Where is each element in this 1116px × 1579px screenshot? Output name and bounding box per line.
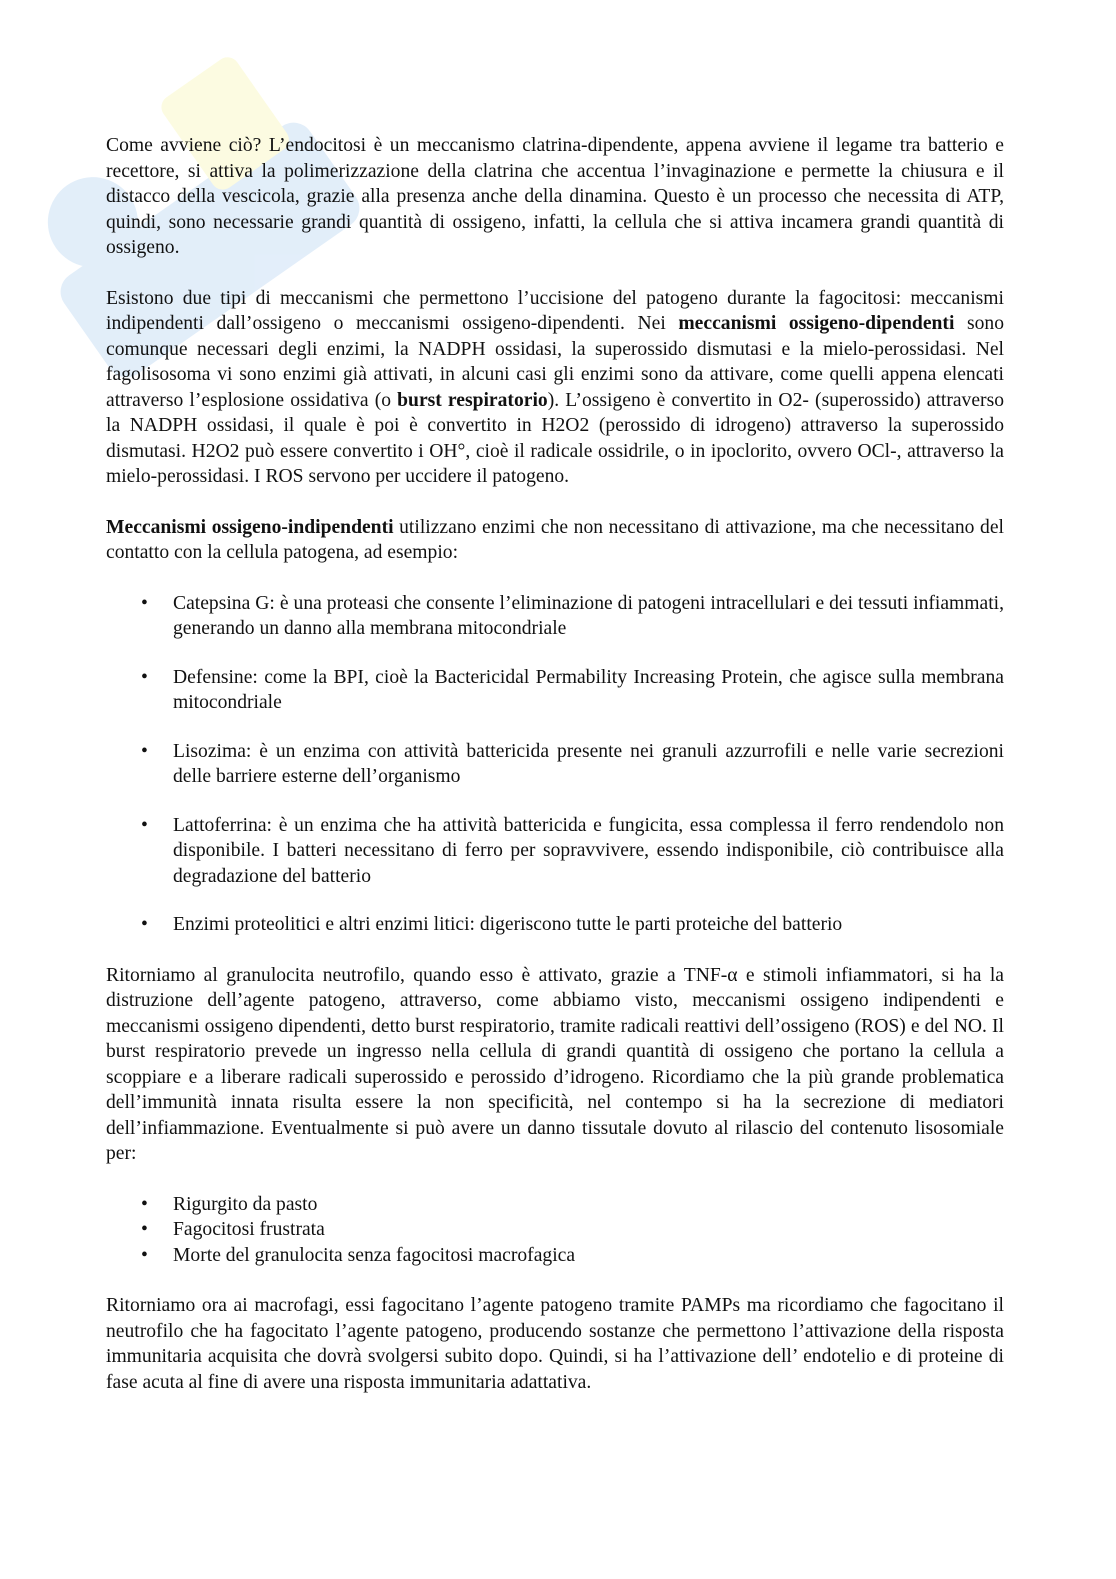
document-page [106, 133, 1004, 1395]
bullet-icon: • [141, 814, 148, 836]
bullet-icon: • [141, 1244, 148, 1266]
bullet-icon: • [141, 666, 148, 688]
list-item: • Rigurgito da pasto [106, 1192, 1004, 1218]
list-danno-tissutale [106, 1192, 1004, 1269]
bullet-icon: • [141, 1219, 148, 1240]
bold-meccanismi-ossigeno-indipendenti: Meccanismi ossigeno-indipendenti [106, 516, 394, 538]
paragraph-macrofagi: Ritorniamo ora ai macrofagi, essi fagocitano l’agente patogeno tramite PAMPs ma ricordiamo che fagocitano il neutrofilo che ha fagocitato l’agente patogeno, producendo sostanze che permettono l’attivazione della risposta immunitaria acquisita che dovrà svolgersi subito dopo. Quindi, si ha l’attivazione dell’ endotelio e di proteine di fase acuta al fine di avere una risposta immunitaria adattativa. [106, 1295, 1004, 1393]
bold-meccanismi-ossigeno-dipendenti: meccanismi ossigeno-dipendenti [678, 313, 955, 334]
bullet-icon: • [141, 914, 148, 935]
list-item: • Enzimi proteolitici e altri enzimi litici: digeriscono tutte le parti proteiche del batterio [106, 912, 1004, 938]
paragraph-endocitosi: Come avviene ciò? L’endocitosi è un meccanismo clatrina-dipendente, appena avviene il legame tra batterio e recettore, si attiva la polimerizzazione della clatrina che accentua l’invaginazione e permette la chiusura e il distacco della vescicola, grazie alla presenza anche della dinamina. Questo è un processo che necessita di ATP, quindi, sono necessarie grandi quantità di ossigeno, infatti, la cellula che si attiva incamera grandi quantità di ossigeno. [106, 135, 1004, 258]
bullet-icon: • [141, 1193, 148, 1215]
bullet-icon: • [141, 592, 148, 614]
list-item: • Defensine: come la BPI, cioè la Bactericidal Permability Increasing Protein, che agisce sulla membrana mitocondriale [141, 666, 1004, 713]
list-item: • Fagocitosi frustrata [106, 1217, 1004, 1243]
list-item: • Lisozima: è un enzima con attività battericida presente nei granuli azzurrofili e nelle varie secrezioni delle barriere esterne dell’organismo [141, 740, 1004, 787]
paragraph-meccanismi-indipendenti: Meccanismi ossigeno-indipendenti utilizzano enzimi che non necessitano di attivazione, ma che necessitano del contatto con la cellula patogena, ad esempio: [106, 516, 1004, 563]
list-enzimi [106, 591, 1004, 938]
bold-burst-respiratorio: burst respiratorio [397, 389, 548, 411]
list-item: • Catepsina G: è una proteasi che consente l’eliminazione di patogeni intracellulari e dei tessuti infiammati, generando un danno alla membrana mitocondriale [141, 592, 1004, 639]
paragraph-meccanismi-dipendenti: Esistono due tipi di meccanismi che permettono l’uccisione del patogeno durante la fagocitosi: meccanismi indipendenti dall’ossigeno o meccanismi ossigeno-dipendenti. Nei meccanismi ossigeno-dipendenti sono comunque necessari degli enzimi, la NADPH ossidasi, la superossido dismutasi e la mielo-perossidasi. Nel fagolisosoma vi sono enzimi già attivati, in alcuni casi gli enzimi sono da attivare, come quelli appena elencati attraverso l’esplosione ossidativa (o burst respiratorio). L’ossigeno è convertito in O2- (superossido) attraverso la NADPH ossidasi, il quale è poi è convertito in H2O2 (perossido di idrogeno) attraverso la superossido dismutasi. H2O2 può essere convertito i OH°, cioè il radicale ossidrile, o in ipoclorito, ovvero OCl-, attraverso la mielo-perossidasi. I ROS servono per uccidere il patogeno. [106, 287, 1004, 487]
paragraph-granulocita-neutrofilo: Ritorniamo al granulocita neutrofilo, quando esso è attivato, grazie a TNF-α e stimoli infiammatori, si ha la distruzione dell’agente patogeno, attraverso, come abbiamo visto, meccanismi ossigeno indipendenti e meccanismi ossigeno dipendenti, detto burst respiratorio, tramite radicali reattivi dell’ossigeno (ROS) e del NO. Il burst respiratorio prevede un ingresso nella cellula di grandi quantità di ossigeno che portano la cellula a scoppiare e a liberare radicali superossido e perossido d’idrogeno. Ricordiamo che la più grande problematica dell’immunità innata risulta essere la non specificità, nel contempo si ha la secrezione di mediatori dell’infiammazione. Eventualmente si può avere un danno tissutale dovuto al rilascio del contenuto lisosomiale per: [106, 964, 1004, 1164]
bullet-icon: • [141, 740, 148, 762]
list-item: • Morte del granulocita senza fagocitosi macrofagica [106, 1243, 1004, 1269]
list-item: • Lattoferrina: è un enzima che ha attività battericida e fungicita, essa complessa il ferro rendendolo non disponibile. I batteri necessitano di ferro per sopravvivere, essendo indisponibile, ciò contribuisce alla degradazione del batterio [141, 814, 1004, 887]
